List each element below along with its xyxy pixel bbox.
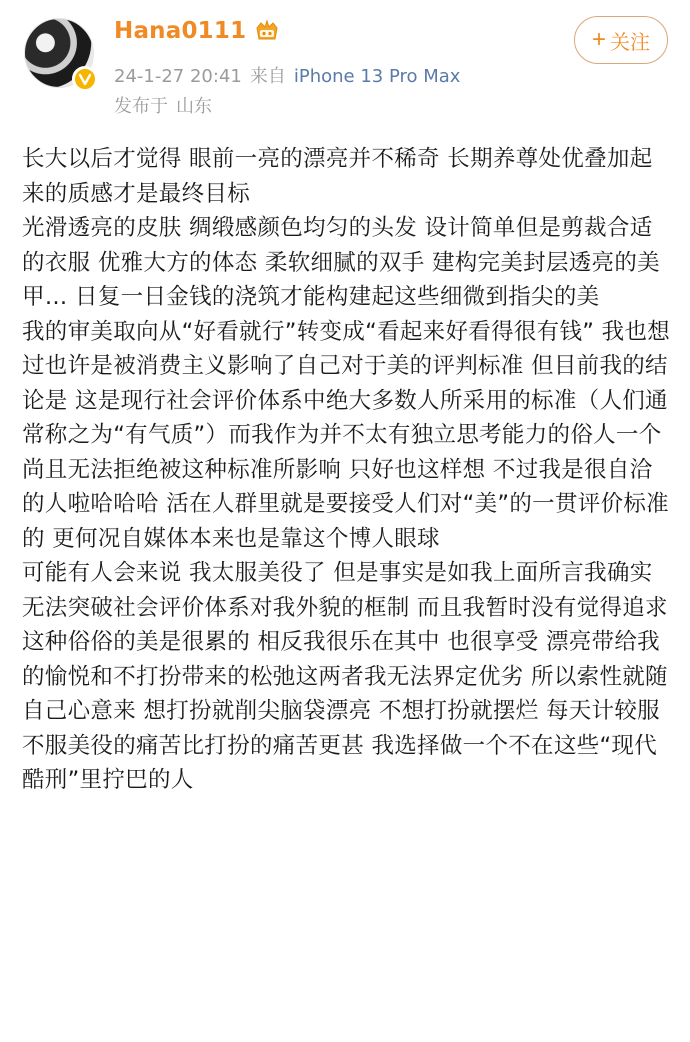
avatar-container[interactable] bbox=[24, 18, 94, 88]
post-timestamp: 24-1-27 20:41 bbox=[114, 66, 242, 87]
level-badge-icon[interactable] bbox=[254, 19, 280, 43]
post-meta bbox=[114, 62, 460, 88]
location-row bbox=[114, 92, 212, 118]
post-content bbox=[22, 142, 672, 798]
post-paragraph: 光滑透亮的皮肤 绸缎感颜色均匀的头发 设计简单但是剪裁合适的衣服 优雅大方的体态 柔软细腻的双手 建构完美封层透亮的美甲… 日复一日金钱的浇筑才能构建起这些细微到指尖的美 bbox=[22, 215, 660, 310]
plus-icon: + bbox=[591, 26, 606, 53]
username-row bbox=[114, 18, 280, 44]
post-header bbox=[0, 0, 690, 130]
follow-button[interactable] bbox=[574, 16, 668, 64]
post-paragraph: 长大以后才觉得 眼前一亮的漂亮并不稀奇 长期养尊处优叠加起来的质感才是最终目标 bbox=[22, 146, 653, 207]
device-link[interactable]: iPhone 13 Pro Max bbox=[293, 66, 461, 87]
location-text: 山东 bbox=[176, 96, 212, 117]
post-paragraph: 可能有人会来说 我太服美役了 但是事实是如我上面所言我确实无法突破社会评价体系对我外貌的框制 而且我暂时没有觉得追求这种俗俗的美是很累的 相反我很乐在其中 也很享受 漂亮带给我的愉悦和不打扮带来的松弛这两者我无法界定优劣 所以索性就随自己心意来 想打扮就削尖脑袋漂亮 不想打扮就摆烂 每天计较服不服美役的痛苦比打扮的痛苦更甚 我选择做一个不在这些“现代酷刑”里拧巴的人 bbox=[22, 560, 668, 793]
post-paragraph: 我的审美取向从“好看就行”转变成“看起来好看得很有钱” 我也想过也许是被消费主义影响了自己对于美的评判标准 但目前我的结论是 这是现行社会评价体系中绝大多数人所采用的标准（人们通常称之为“有气质”）而我作为并不太有独立思考能力的俗人一个 尚且无法拒绝被这种标准所影响 只好也这样想 不过我是很自洽的人啦哈哈哈 活在人群里就是要接受人们对“美”的一贯评价标准的 更何况自媒体本来也是靠这个博人眼球 bbox=[22, 318, 671, 552]
follow-label: 关注 bbox=[610, 31, 650, 54]
username[interactable]: Hana0111 bbox=[114, 18, 247, 44]
source-prefix: 来自 bbox=[249, 66, 286, 87]
verified-badge-icon bbox=[72, 66, 98, 92]
location-prefix: 发布于 bbox=[114, 96, 168, 117]
